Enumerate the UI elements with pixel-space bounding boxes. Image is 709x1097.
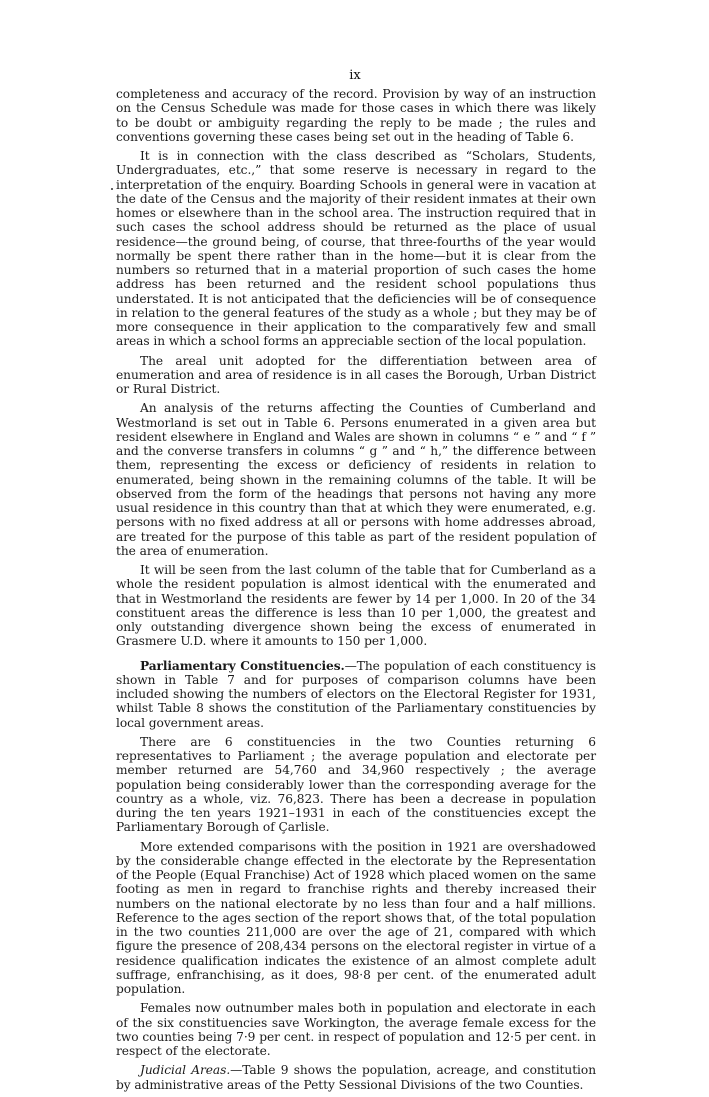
paragraph-text: Females now outnumber males both in population and electorate in each of the six constituencies save Workington, the average female excess for the two counties being 7·9 per cent. in respect of population and 12·5 per cent. in respect of the electorate. xyxy=(116,1001,596,1058)
paragraph-text: More extended comparisons with the position in 1921 are overshadowed by the considerable change effected in the electorate by the Representation of the People (Equal Franchise) Act of 1928 which placed women on the same footing as men in regard to franchise rights and thereby increased their numbers on the national electorate by no less than four and a half millions. Reference to the ages section of the report shows that, of the total population in the two counties 211,000 are over the age of 21, compared with which figure the presence of 208,434 persons on the electoral register in virtue of a residence qualification indicates the existence of an almost complete adult suffrage, enfranchising, as it does, 98·8 per cent. of the enumerated adult population. xyxy=(116,839,596,996)
paragraph-parliamentary-constituencies xyxy=(116,659,596,730)
paragraph-areal-unit xyxy=(116,354,596,397)
paragraph-text: The areal unit adopted for the differentiation between area of enumeration and area of residence is in all cases the Borough, Urban District or Rural District. xyxy=(116,353,596,396)
scan-artifact-dot xyxy=(111,188,113,190)
paragraph-text: —The population of each constituency is shown in Table 7 and for purposes of comparison columns have been included showing the numbers of electors on the Electoral Register for 1931, whilst Table 8 shows the constitution of the Parliamentary constituencies by local government areas. xyxy=(116,658,596,730)
paragraph-female-excess xyxy=(116,1001,596,1058)
paragraph-record-completeness xyxy=(116,87,596,144)
document-page xyxy=(116,68,596,1097)
paragraph-resident-population xyxy=(116,563,596,649)
paragraph-text: completeness and accuracy of the record. Provision by way of an instruction on the Census Schedule was made for those cases in which there was likely to be doubt or ambiguity regarding the reply to be made ; the rules and conventions governing these cases being set out in the heading of Table 6. xyxy=(116,87,596,144)
paragraph-text: —Table 9 shows the population, acreage, and constitution by administrative areas of the Petty Sessional Divisions of the two Counties. xyxy=(116,1063,596,1092)
paragraph-returns-analysis xyxy=(116,401,596,558)
paragraph-text: It will be seen from the last column of the table that for Cumberland as a whole the resident population is almost identical with the enumerated and that in Westmorland the residents are fewer by 14 per 1,000. In 20 of the 34 constituent areas the difference is less than 10 per 1,000, the greatest and only outstanding divergence shown being the excess of enumerated in Grasmere U.D. where it amounts to 150 per 1,000. xyxy=(116,563,596,649)
paragraph-constituency-averages xyxy=(116,735,596,835)
section-heading-judicial-areas: Judicial Areas. xyxy=(140,1063,231,1078)
paragraph-scholars-students xyxy=(116,149,596,349)
paragraph-text: There are 6 constituencies in the two Counties returning 6 representatives to Parliament ; the average population and electorate per member returned are 54,760 and 34,960 respectively ; the average population being considerably lower than the corresponding average for the country as a whole, viz. 76,823. There has been a decrease in population during the ten years 1921–1931 in each of the constituencies except the Parliamentary Borough of Çarlisle. xyxy=(116,734,596,835)
paragraph-extended-comparisons xyxy=(116,840,596,997)
paragraph-text: An analysis of the returns affecting the Counties of Cumberland and Westmorland is set out in Table 6. Persons enumerated in a given area but resident elsewhere in England and Wales are shown in columns “ e ” and “ f ” and the converse transfers in columns “ g ” and “ h,” the difference between them, representing the excess or deficiency of residents in relation to enumerated, being shown in the remaining columns of the table. It will be observed from the form of the headings that persons not having any more usual residence in this country than that at which they were enumerated, e.g. persons with no fixed address at all or persons with home addresses abroad, are treated for the purpose of this table as part of the resident population of the area of enumeration. xyxy=(116,401,596,558)
page-number: ix xyxy=(349,68,361,83)
paragraph-text: It is in connection with the class described as “Scholars, Students, Undergraduates, etc.,” that some reserve is necessary in regard to the interpretation of the enquiry. Boarding Schools in general were in vacation at the date of the Census and the majority of their resident inmates at their own homes or elsewhere than in the school area. The instruction required that in such cases the school address should be returned as the place of usual residence—the ground being, of course, that three-fourths of the year would normally be spent there rather than in the home—but it is clear from the numbers so returned that in a material proportion of such cases the home address has been returned and the resident school populations thus understated. It is not anticipated that the deficiencies will be of consequence in relation to the general features of the study as a whole ; but they may be of more consequence in their application to the comparatively few and small areas in which a school forms an appreciable section of the local population. xyxy=(116,149,596,349)
section-heading-parliamentary-constituencies: Parliamentary Constituencies. xyxy=(140,658,345,673)
paragraph-judicial-areas xyxy=(116,1063,596,1092)
